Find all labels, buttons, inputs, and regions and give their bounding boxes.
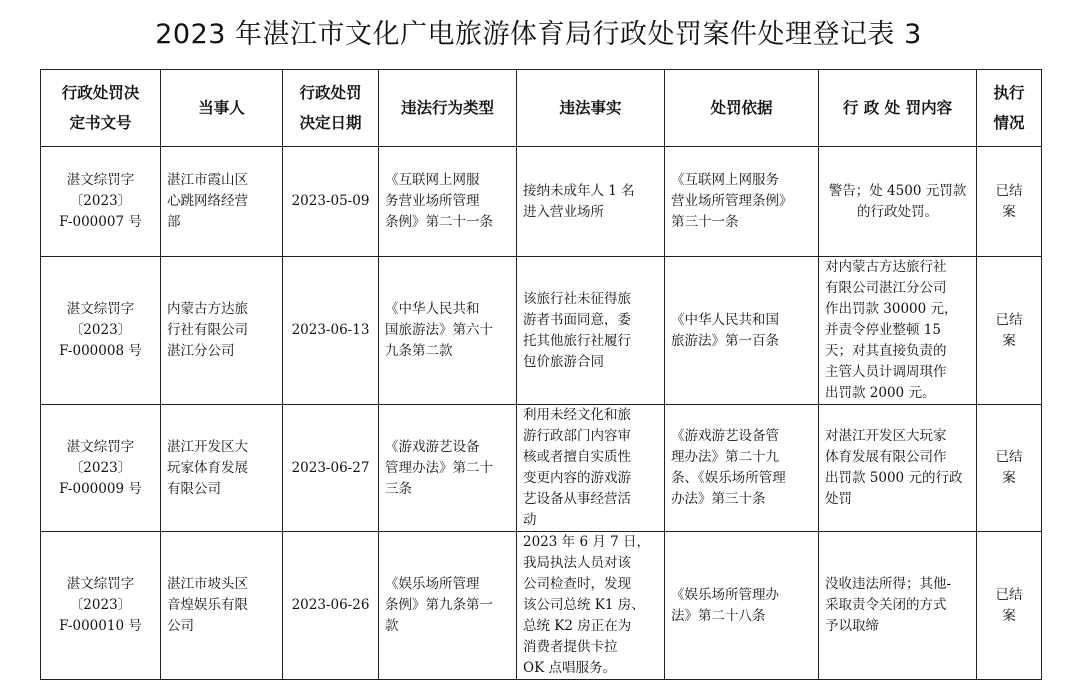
cell-doc-no: 湛文综罚字 〔2023〕 F-000010 号 <box>41 532 161 680</box>
table-row <box>41 405 1042 532</box>
cell-facts: 接纳未成年人 1 名 进入营业场所 <box>517 147 665 257</box>
case-register-table <box>40 69 1042 680</box>
cell-exec-status: 已结 案 <box>977 532 1042 680</box>
header-date: 行政处罚 决定日期 <box>283 70 379 147</box>
cell-facts: 2023 年 6 月 7 日， 我局执法人员对该 公司检查时，发现 该公司总统 K1 房、 总统 K2 房正在为 消费者提供卡拉 OK 点唱服务。 <box>517 532 665 680</box>
header-facts: 违法事实 <box>517 70 665 147</box>
cell-exec-status: 已结 案 <box>977 147 1042 257</box>
cell-party: 湛江市霞山区 心跳网络经营 部 <box>161 147 283 257</box>
cell-facts: 该旅行社未征得旅 游者书面同意，委 托其他旅行社履行 包价旅游合同 <box>517 257 665 405</box>
cell-basis: 《娱乐场所管理办 法》第二十八条 <box>665 532 819 680</box>
cell-party: 湛江市坡头区 音煌娱乐有限 公司 <box>161 532 283 680</box>
cell-exec-status: 已结 案 <box>977 257 1042 405</box>
cell-penalty-content: 没收违法所得；其他- 采取责令关闭的方式 予以取缔 <box>819 532 977 680</box>
cell-doc-no: 湛文综罚字 〔2023〕 F-000007 号 <box>41 147 161 257</box>
cell-penalty-content: 对内蒙古方达旅行社 有限公司湛江分公司 作出罚款 30000 元， 并责令停业整顿 15 天；对其直接负责的 主管人员计调周琪作 出罚款 2000 元。 <box>819 257 977 405</box>
cell-basis: 《互联网上网服务 营业场所管理条例》 第三十一条 <box>665 147 819 257</box>
cell-penalty-content: 警告；处 4500 元罚款 的行政处罚。 <box>819 147 977 257</box>
table-row <box>41 257 1042 405</box>
cell-date: 2023-06-26 <box>283 532 379 680</box>
cell-violation-type: 《互联网上网服 务营业场所管理 条例》第二十一条 <box>379 147 517 257</box>
cell-date: 2023-05-09 <box>283 147 379 257</box>
cell-exec-status: 已结 案 <box>977 405 1042 532</box>
cell-date: 2023-06-27 <box>283 405 379 532</box>
header-doc-no: 行政处罚决 定书文号 <box>41 70 161 147</box>
header-party: 当事人 <box>161 70 283 147</box>
cell-violation-type: 《中华人民共和 国旅游法》第六十 九条第二款 <box>379 257 517 405</box>
cell-party: 湛江开发区大 玩家体育发展 有限公司 <box>161 405 283 532</box>
cell-doc-no: 湛文综罚字 〔2023〕 F-000009 号 <box>41 405 161 532</box>
header-penalty-content: 行 政 处 罚内容 <box>819 70 977 147</box>
cell-facts: 利用未经文化和旅 游行政部门内容审 核或者擅自实质性 变更内容的游戏游 艺设备从事经营活 动 <box>517 405 665 532</box>
cell-date: 2023-06-13 <box>283 257 379 405</box>
cell-basis: 《中华人民共和国 旅游法》第一百条 <box>665 257 819 405</box>
cell-basis: 《游戏游艺设备管 理办法》第二十九 条、《娱乐场所管理 办法》第三十条 <box>665 405 819 532</box>
cell-violation-type: 《游戏游艺设备 管理办法》第二十 三条 <box>379 405 517 532</box>
cell-doc-no: 湛文综罚字 〔2023〕 F-000008 号 <box>41 257 161 405</box>
page-title: 2023 年湛江市文化广电旅游体育局行政处罚案件处理登记表 3 <box>155 19 922 50</box>
header-row <box>41 70 1042 147</box>
header-violation-type: 违法行为类型 <box>379 70 517 147</box>
cell-penalty-content: 对湛江开发区大玩家 体育发展有限公司作 出罚款 5000 元的行政 处罚 <box>819 405 977 532</box>
header-basis: 处罚依据 <box>665 70 819 147</box>
table-row <box>41 532 1042 680</box>
table-row <box>41 147 1042 257</box>
cell-violation-type: 《娱乐场所管理 条例》第九条第一 款 <box>379 532 517 680</box>
cell-party: 内蒙古方达旅 行社有限公司 湛江分公司 <box>161 257 283 405</box>
header-exec-status: 执行 情况 <box>977 70 1042 147</box>
